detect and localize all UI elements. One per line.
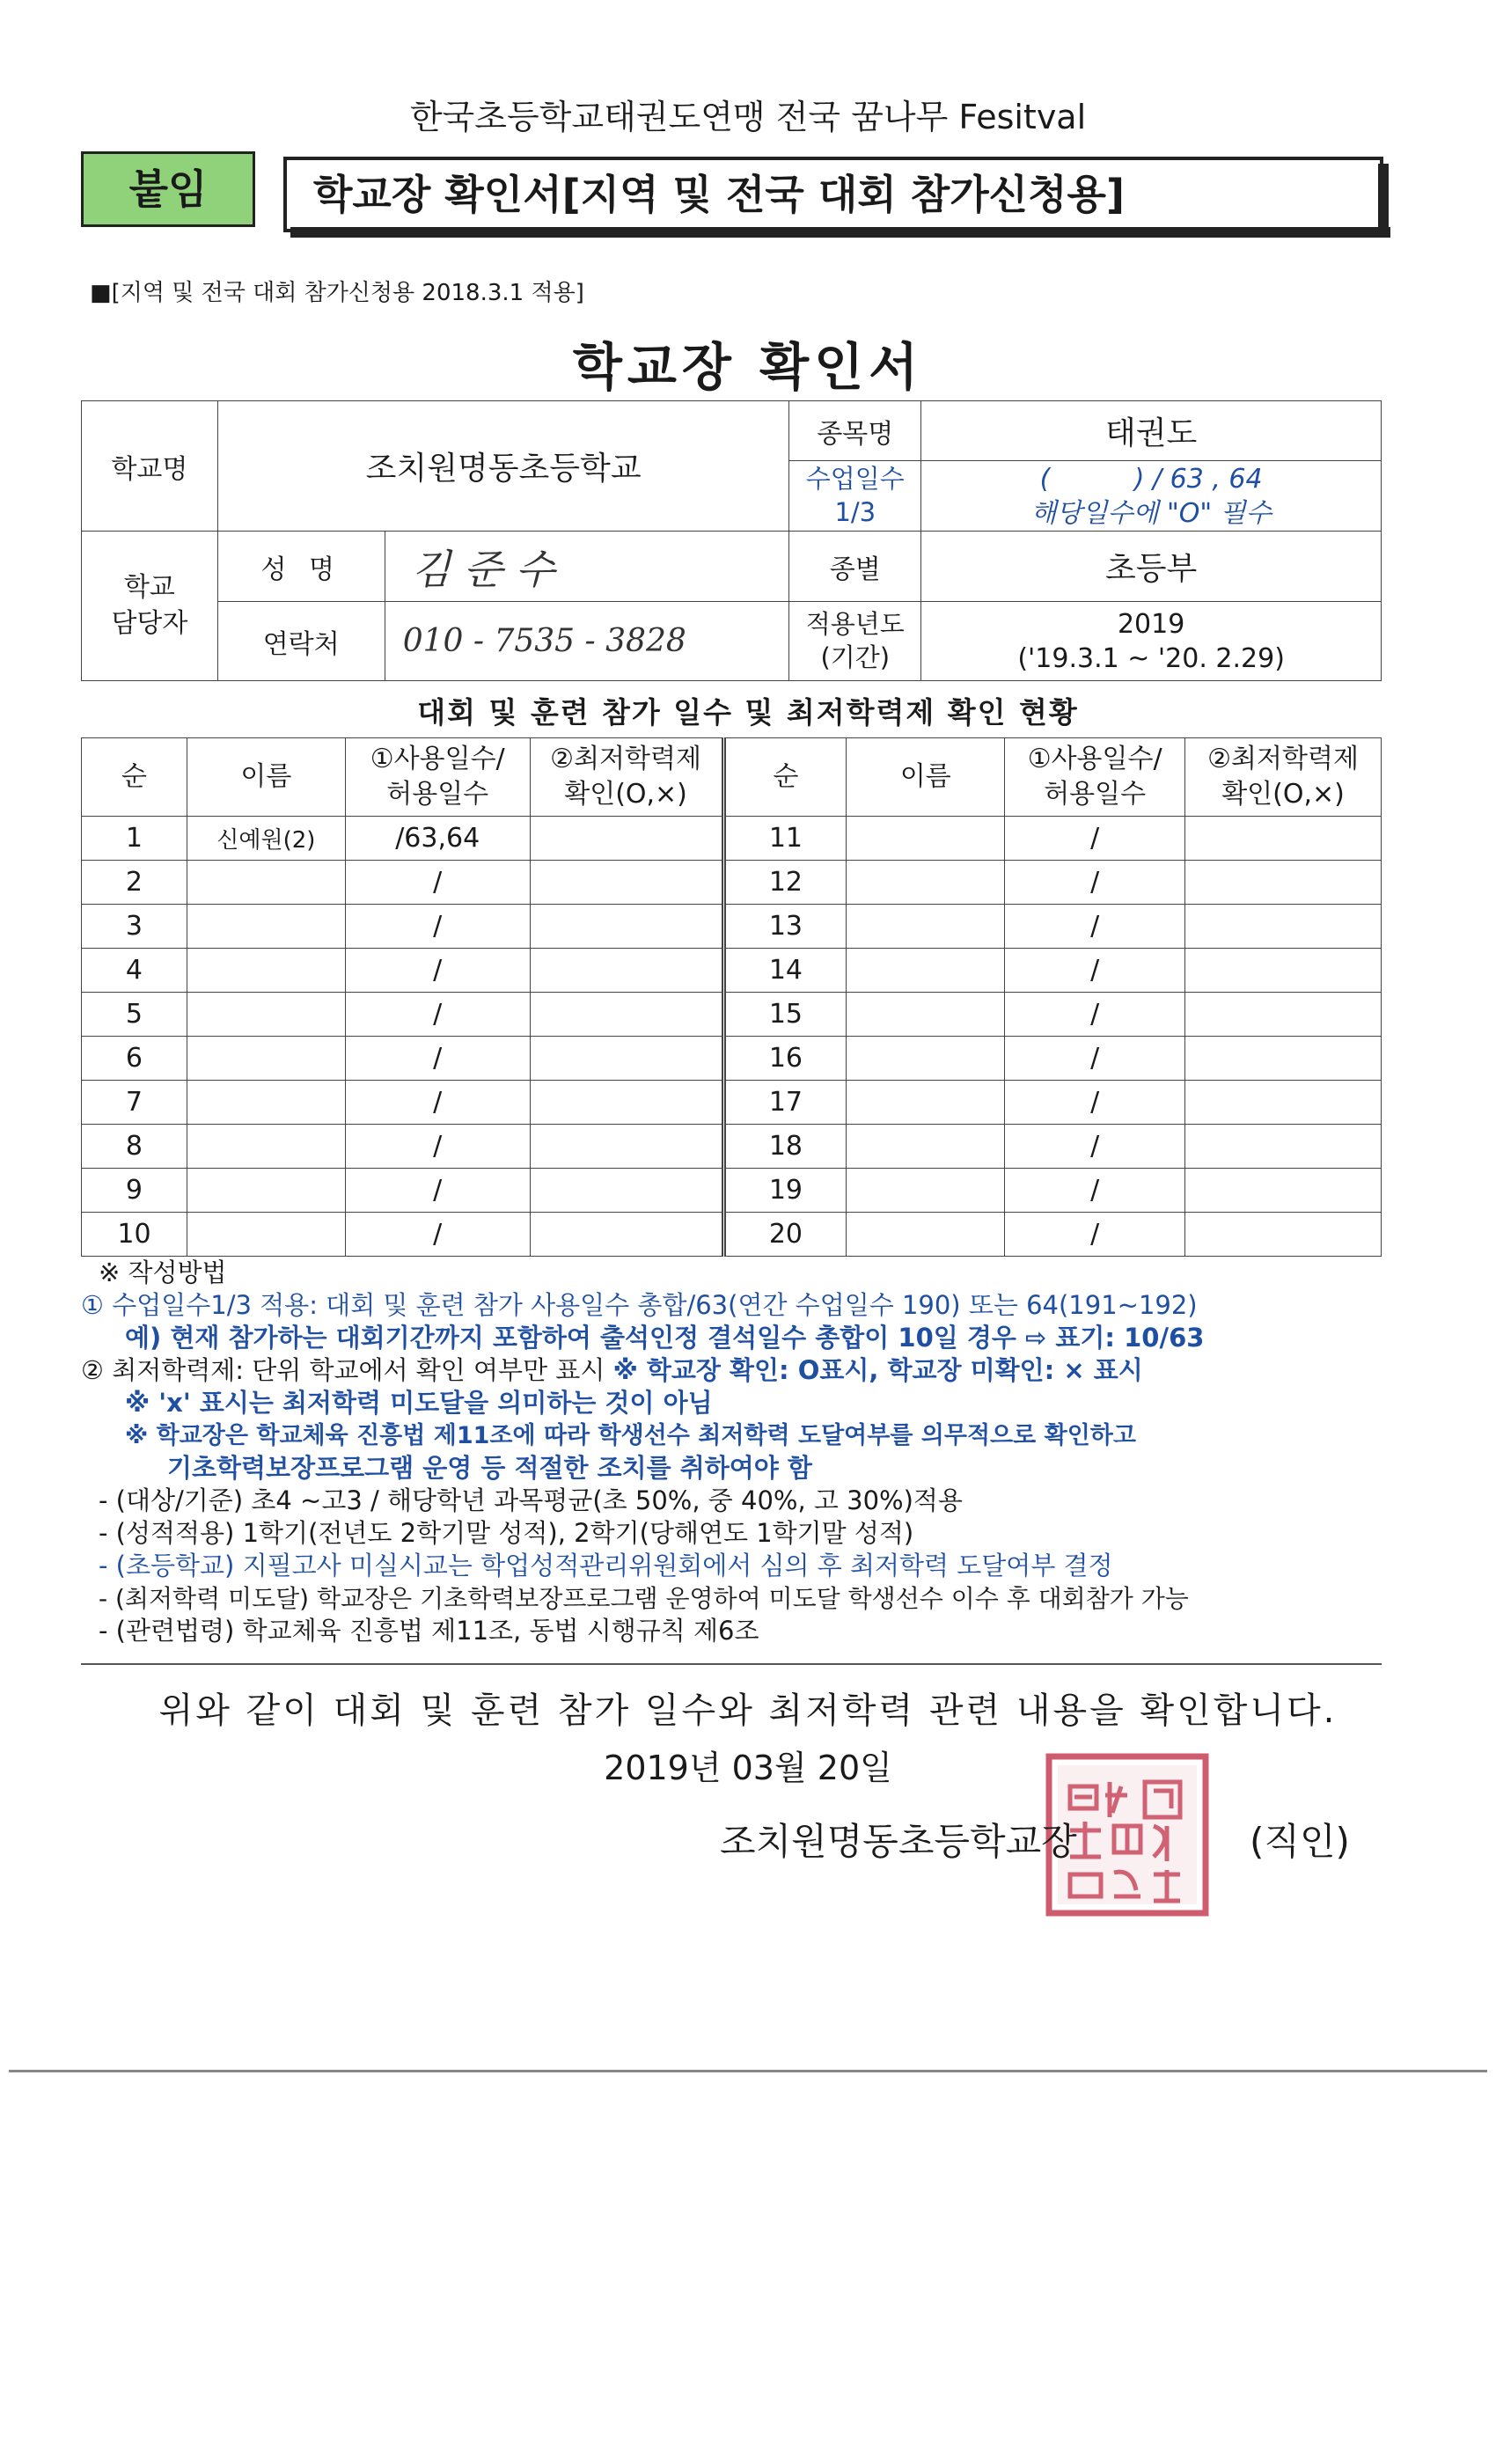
- row-days: /: [1005, 1213, 1185, 1257]
- row-days: /: [345, 1213, 530, 1257]
- row-name: [187, 993, 345, 1037]
- row-name: [187, 949, 345, 993]
- row-min: [530, 949, 723, 993]
- row-days: /: [1005, 1125, 1185, 1169]
- row-min: [530, 1125, 723, 1169]
- header-days-line1: ①사용일수/: [1027, 743, 1162, 774]
- attachment-heading-box: [283, 157, 1383, 232]
- instruction-1b: 예) 현재 참가하는 대회기간까지 포함하여 출석인정 결석일수 총합이 10일 경우 ⇨ 표기: 10/63: [125, 1323, 1205, 1353]
- row-no: 2: [82, 861, 187, 905]
- principal-name: 조치원명동초등학교장: [720, 1820, 1077, 1863]
- table-row: [82, 993, 1382, 1037]
- table-row: [82, 1169, 1382, 1213]
- row-no: 4: [82, 949, 187, 993]
- row-no: 15: [723, 993, 847, 1037]
- row-days: /: [1005, 905, 1185, 949]
- instruction-3: ※ 'x' 표시는 최저학력 미도달을 의미하는 것이 아님: [125, 1388, 713, 1418]
- row-no: 12: [723, 861, 847, 905]
- info-table: [81, 400, 1382, 681]
- event-label: 종목명: [789, 401, 921, 461]
- divider: [81, 1663, 1382, 1665]
- division-value: 초등부: [921, 532, 1382, 602]
- row-days: /: [345, 993, 530, 1037]
- row-min: [530, 905, 723, 949]
- row-min: [1185, 817, 1382, 861]
- roster-table: [81, 737, 1382, 1257]
- class-days-value-cell: [921, 461, 1382, 532]
- row-days: /: [345, 949, 530, 993]
- row-name: [847, 817, 1005, 861]
- attachment-badge: [81, 151, 255, 227]
- row-no: 3: [82, 905, 187, 949]
- row-days: /: [1005, 817, 1185, 861]
- division-label: 종별: [789, 532, 921, 602]
- class-days-note: 해당일수에 "O" 필수: [1030, 497, 1272, 529]
- year-label: [789, 602, 921, 681]
- row-no: 17: [723, 1081, 847, 1125]
- instruction-7: - (초등학교) 지필고사 미실시교는 학업성적관리위원회에서 심의 후 최저학력 도달여부 결정: [99, 1551, 1113, 1580]
- table-row: [82, 861, 1382, 905]
- row-name: [187, 1081, 345, 1125]
- row-min: [530, 1169, 723, 1213]
- row-min: [530, 1213, 723, 1257]
- row-days: /: [345, 1037, 530, 1081]
- table-row: [82, 949, 1382, 993]
- phone-label: 연락처: [217, 602, 385, 681]
- instruction-2-suffix: ※ 학교장 확인: O표시, 학교장 미확인: × 표시: [612, 1355, 1143, 1385]
- header-no-right: 순: [723, 738, 847, 817]
- row-min: [1185, 905, 1382, 949]
- school-name-value: 조치원명동초등학교: [217, 401, 788, 532]
- row-name: [187, 861, 345, 905]
- row-min: [1185, 1037, 1382, 1081]
- person-name-value: 김 준 수: [385, 532, 789, 602]
- table-row: [82, 1125, 1382, 1169]
- row-name: [187, 1037, 345, 1081]
- row-min: [1185, 949, 1382, 993]
- contact-label-line1: 학교: [123, 572, 175, 603]
- header-days-right: [1005, 738, 1185, 817]
- issue-date: 2019년 03월 20일: [604, 1749, 892, 1787]
- row-days: /: [1005, 861, 1185, 905]
- row-no: 6: [82, 1037, 187, 1081]
- applicability-note: ■[지역 및 전국 대회 참가신청용 2018.3.1 적용]: [90, 280, 584, 306]
- row-no: 18: [723, 1125, 847, 1169]
- row-days: /: [345, 1125, 530, 1169]
- row-name: [847, 1169, 1005, 1213]
- row-no: 9: [82, 1169, 187, 1213]
- row-no: 16: [723, 1037, 847, 1081]
- document-title: 학교장 확인서: [572, 337, 924, 397]
- header-days-line2: 허용일수: [386, 779, 489, 810]
- row-min: [1185, 993, 1382, 1037]
- table-row: [82, 1213, 1382, 1257]
- row-no: 5: [82, 993, 187, 1037]
- instruction-2-prefix: ② 최저학력제: 단위 학교에서 확인 여부만 표시: [81, 1355, 605, 1385]
- row-name: [187, 1213, 345, 1257]
- header-min-line2: 확인(O,×): [564, 779, 687, 810]
- row-name: [847, 905, 1005, 949]
- row-days: /: [345, 1169, 530, 1213]
- row-name: [847, 1037, 1005, 1081]
- header-min-right: [1185, 738, 1382, 817]
- instruction-4a: ※ 학교장은 학교체육 진흥법 제11조에 따라 학생선수 최저학력 도달여부를 의무적으로 확인하고: [125, 1422, 1136, 1449]
- instruction-2: [81, 1354, 1143, 1387]
- row-no: 13: [723, 905, 847, 949]
- instruction-4b: 기초학력보장프로그램 운영 등 적절한 조치를 취하여야 함: [167, 1453, 812, 1483]
- row-name: [847, 1081, 1005, 1125]
- roster-header-row: [82, 738, 1382, 817]
- row-days: /: [1005, 993, 1185, 1037]
- row-min: [1185, 861, 1382, 905]
- instruction-9: - (관련법령) 학교체육 진흥법 제11조, 동법 시행규칙 제6조: [99, 1616, 759, 1646]
- row-days: /: [1005, 1081, 1185, 1125]
- header-days-line1: ①사용일수/: [370, 743, 505, 774]
- row-min: [1185, 1213, 1382, 1257]
- row-name: [847, 949, 1005, 993]
- row-days: /: [345, 1081, 530, 1125]
- row-days: /: [345, 905, 530, 949]
- row-name: [187, 1169, 345, 1213]
- table-row: [82, 817, 1382, 861]
- row-name: [187, 1125, 345, 1169]
- row-min: [530, 861, 723, 905]
- row-name: [187, 905, 345, 949]
- row-min: [1185, 1169, 1382, 1213]
- row-no: 19: [723, 1169, 847, 1213]
- class-days-label-line2: 1/3: [834, 496, 876, 527]
- row-no: 7: [82, 1081, 187, 1125]
- header-name-left: 이름: [187, 738, 345, 817]
- header-min-line1: ②최저학력제: [550, 743, 701, 774]
- instruction-1a: ① 수업일수1/3 적용: 대회 및 훈련 참가 사용일수 총합/63(연간 수업일수 190) 또는 64(191~192): [81, 1290, 1198, 1320]
- row-days: /: [345, 861, 530, 905]
- confirmation-statement: 위와 같이 대회 및 훈련 참가 일수와 최저학력 관련 내용을 확인합니다.: [158, 1690, 1338, 1731]
- header-days-left: [345, 738, 530, 817]
- header-days-line2: 허용일수: [1044, 779, 1147, 810]
- row-days: /63,64: [345, 817, 530, 861]
- row-min: [530, 817, 723, 861]
- year-value-cell: [921, 602, 1382, 681]
- year-period: ('19.3.1 ~ '20. 2.29): [1017, 642, 1285, 674]
- row-min: [530, 1081, 723, 1125]
- event-value: 태권도: [921, 401, 1382, 461]
- event-title: 한국초등학교태권도연맹 전국 꿈나무 Fesitval: [409, 98, 1087, 136]
- contact-label-line2: 담당자: [111, 607, 188, 639]
- school-name-label: 학교명: [82, 401, 218, 532]
- person-name-label: 성 명: [217, 532, 385, 602]
- page-edge-line: [9, 2070, 1487, 2072]
- instructions-heading: ※ 작성방법: [99, 1258, 227, 1287]
- row-name: [847, 1213, 1005, 1257]
- row-no: 11: [723, 817, 847, 861]
- attachment-badge-label: 붙임: [128, 165, 208, 213]
- row-name: [847, 1125, 1005, 1169]
- row-name: [847, 993, 1005, 1037]
- year-value: 2019: [1117, 608, 1185, 640]
- instruction-5: - (대상/기준) 초4 ~고3 / 해당학년 과목평균(초 50%, 중 40%, 고 30%)적용: [99, 1485, 963, 1515]
- row-no: 8: [82, 1125, 187, 1169]
- header-min-left: [530, 738, 723, 817]
- header-min-line1: ②최저학력제: [1207, 743, 1359, 774]
- instruction-6: - (성적적용) 1학기(전년도 2학기말 성적), 2학기(당해연도 1학기말 성적): [99, 1518, 914, 1548]
- class-days-value: ( ) / 63 , 64: [1039, 463, 1263, 495]
- row-min: [1185, 1125, 1382, 1169]
- row-no: 10: [82, 1213, 187, 1257]
- seal-label: (직인): [1250, 1820, 1350, 1863]
- attachment-heading: 학교장 확인서[지역 및 전국 대회 참가신청용]: [313, 171, 1125, 218]
- phone-value: 010 - 7535 - 3828: [385, 602, 789, 681]
- table-row: [82, 1037, 1382, 1081]
- row-name: [847, 861, 1005, 905]
- class-days-label-line1: 수업일수: [805, 463, 905, 494]
- table-row: [82, 1081, 1382, 1125]
- table-row: [82, 905, 1382, 949]
- year-label-line1: 적용년도: [805, 608, 905, 639]
- row-no: 20: [723, 1213, 847, 1257]
- row-no: 14: [723, 949, 847, 993]
- header-no-left: 순: [82, 738, 187, 817]
- row-days: /: [1005, 949, 1185, 993]
- header-name-right: 이름: [847, 738, 1005, 817]
- instruction-8: - (최저학력 미도달) 학교장은 기초학력보장프로그램 운영하여 미도달 학생선수 이수 후 대회참가 가능: [99, 1584, 1189, 1613]
- row-name: 신예원(2): [187, 817, 345, 861]
- year-label-line2: (기간): [820, 642, 891, 672]
- row-min: [1185, 1081, 1382, 1125]
- row-days: /: [1005, 1169, 1185, 1213]
- contact-label: [82, 532, 218, 681]
- row-min: [530, 993, 723, 1037]
- row-no: 1: [82, 817, 187, 861]
- row-days: /: [1005, 1037, 1185, 1081]
- class-days-label: [789, 461, 921, 532]
- header-min-line2: 확인(O,×): [1221, 779, 1345, 810]
- status-title: 대회 및 훈련 참가 일수 및 최저학력제 확인 현황: [417, 695, 1079, 730]
- row-min: [530, 1037, 723, 1081]
